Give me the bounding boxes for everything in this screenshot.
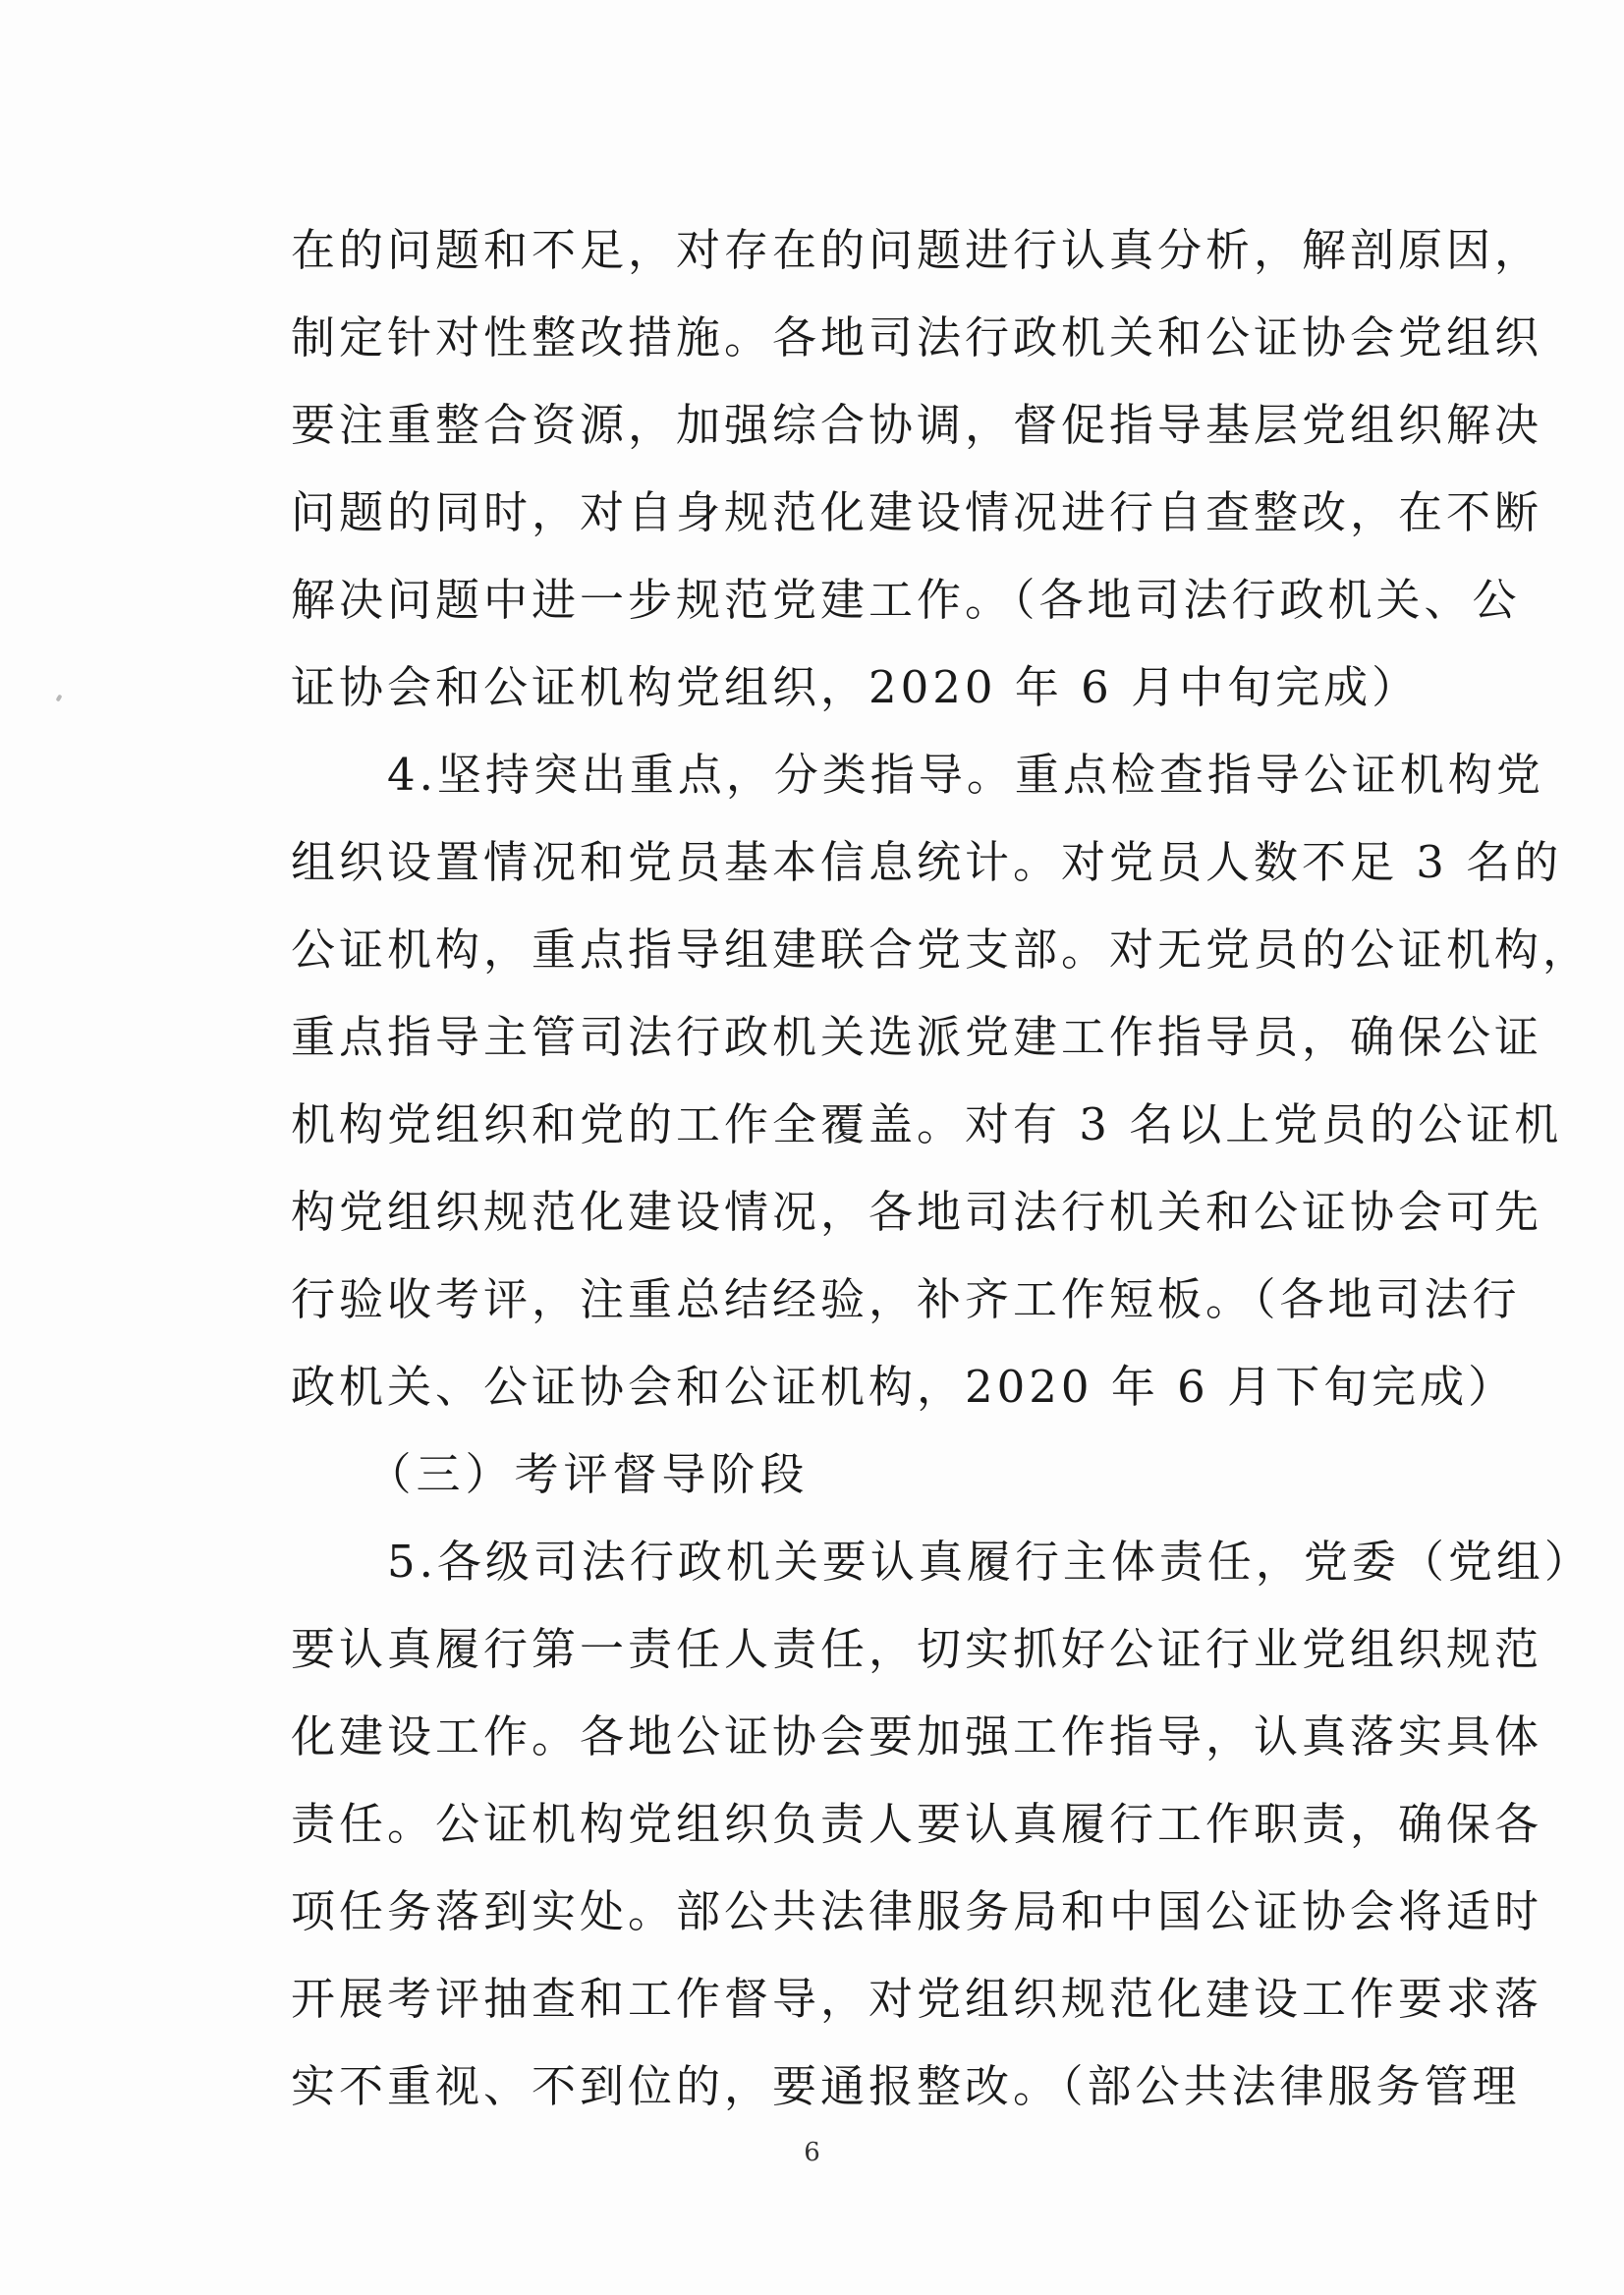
text-line: 组织设置情况和党员基本信息统计。对党员人数不足 3 名的 — [291, 836, 1563, 888]
section-heading: （三）考评督导阶段 — [291, 1448, 810, 1500]
text-line: 要注重整合资源，加强综合协调，督促指导基层党组织解决 — [291, 399, 1543, 451]
text-line: 化建设工作。各地公证协会要加强工作指导，认真落实具体 — [291, 1710, 1543, 1763]
text-line: 4.坚持突出重点，分类指导。重点检查指导公证机构党 — [291, 749, 1544, 801]
text-line: 机构党组织和党的工作全覆盖。对有 3 名以上党员的公证机 — [291, 1098, 1563, 1150]
body-text — [291, 206, 1593, 2130]
text-line: 构党组织规范化建设情况，各地司法行机关和公证协会可先 — [291, 1186, 1543, 1238]
text-line: 证协会和公证机构党组织，2020 年 6 月中旬完成） — [291, 661, 1421, 713]
text-line: 政机关、公证协会和公证机构，2020 年 6 月下旬完成） — [291, 1361, 1517, 1413]
text-line: 开展考评抽查和工作督导，对党组织规范化建设工作要求落 — [291, 1973, 1543, 2025]
page-number: 6 — [804, 2138, 820, 2167]
text-line: 问题的同时，对自身规范化建设情况进行自查整改，在不断 — [291, 486, 1543, 538]
text-line: 行验收考评，注重总结经验，补齐工作短板。（各地司法行 — [291, 1273, 1521, 1325]
text-line: 项任务落到实处。部公共法律服务局和中国公证协会将适时 — [291, 1885, 1543, 1937]
text-line: 要认真履行第一责任人责任，切实抓好公证行业党组织规范 — [291, 1623, 1543, 1675]
text-line: 解决问题中进一步规范党建工作。（各地司法行政机关、公 — [291, 574, 1521, 626]
text-line: 重点指导主管司法行政机关选派党建工作指导员，确保公证 — [291, 1011, 1543, 1063]
text-line: 公证机构，重点指导组建联合党支部。对无党员的公证机构， — [291, 924, 1592, 976]
text-line: 责任。公证机构党组织负责人要认真履行工作职责，确保各 — [291, 1798, 1543, 1850]
text-line: 5.各级司法行政机关要认真履行主体责任，党委（党组） — [291, 1536, 1593, 1588]
text-line: 在的问题和不足，对存在的问题进行认真分析，解剖原因， — [291, 224, 1543, 276]
scan-speck — [56, 694, 63, 701]
text-line: 实不重视、不到位的，要通报整改。（部公共法律服务管理 — [291, 2060, 1521, 2112]
text-line: 制定针对性整改措施。各地司法行政机关和公证协会党组织 — [291, 311, 1543, 364]
